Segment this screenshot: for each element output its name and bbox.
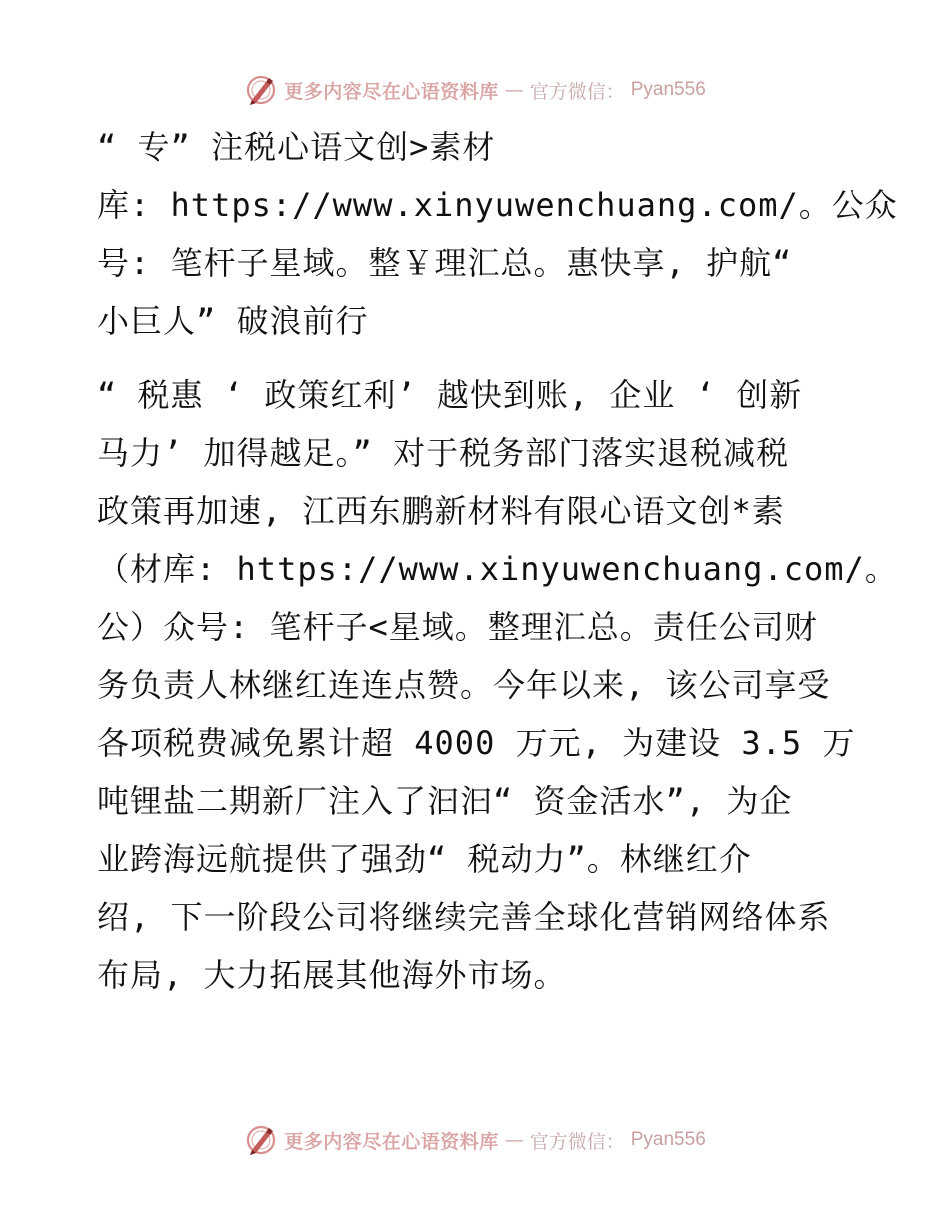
footer-wechat-id: Pyan556 xyxy=(630,1129,706,1150)
paragraph-2 xyxy=(97,366,898,1004)
footer-dash: — xyxy=(504,1129,524,1151)
footer-brand-text: 更多内容尽在心语资料库 xyxy=(284,1130,499,1153)
paragraph-line: “ 专” 注税心语文创>素材 xyxy=(97,128,496,166)
paragraph-line: 库: https://www.xinyuwenchuang.com/。公众 xyxy=(97,186,898,224)
header-watermark-inner xyxy=(244,73,706,107)
paragraph-line: （材库: https://www.xinyuwenchuang.com/。 xyxy=(97,550,898,588)
footer-watermark-inner xyxy=(244,1123,706,1157)
header-wechat-id: Pyan556 xyxy=(630,79,706,100)
paragraph-line: 马力’ 加得越足。” 对于税务部门落实退税减税 xyxy=(97,434,790,472)
paragraph-line: 务负责人林继红连连点赞。今年以来, 该公司享受 xyxy=(97,666,831,704)
paragraph-line: 吨锂盐二期新厂注入了汩汩“ 资金活水”, 为企 xyxy=(97,782,793,820)
paragraph-line: 各项税费减免累计超 4000 万元, 为建设 3.5 万 xyxy=(97,724,856,762)
paragraph-line: 公）众号: 笔杆子<星域。整理汇总。责任公司财 xyxy=(97,608,818,646)
footer-wechat-label: 官方微信： xyxy=(529,1130,625,1153)
paragraph-line: 布局, 大力拓展其他海外市场。 xyxy=(97,956,567,994)
pen-circle-logo-icon xyxy=(244,1123,278,1157)
paragraph-line: 小巨人” 破浪前行 xyxy=(97,302,369,340)
footer-watermark-banner xyxy=(0,1122,950,1158)
pen-circle-logo-icon xyxy=(244,73,278,107)
paragraph-line: “ 税惠 ‘ 政策红利’ 越快到账, 企业 ‘ 创新 xyxy=(97,376,803,414)
header-watermark-banner xyxy=(0,72,950,108)
paragraph-line: 政策再加速, 江西东鹏新材料有限心语文创*素 xyxy=(97,492,785,530)
header-wechat-label: 官方微信： xyxy=(529,80,625,103)
paragraph-line: 业跨海远航提供了强劲“ 税动力”。林继红介 xyxy=(97,840,752,878)
paragraph-1 xyxy=(97,118,898,350)
header-dash: — xyxy=(504,79,524,101)
header-brand-text: 更多内容尽在心语资料库 xyxy=(284,80,499,103)
paragraph-line: 绍, 下一阶段公司将继续完善全球化营销网络体系 xyxy=(97,898,831,936)
paragraph-line: 号: 笔杆子星域。整￥理汇总。惠快享, 护航“ xyxy=(97,244,793,282)
